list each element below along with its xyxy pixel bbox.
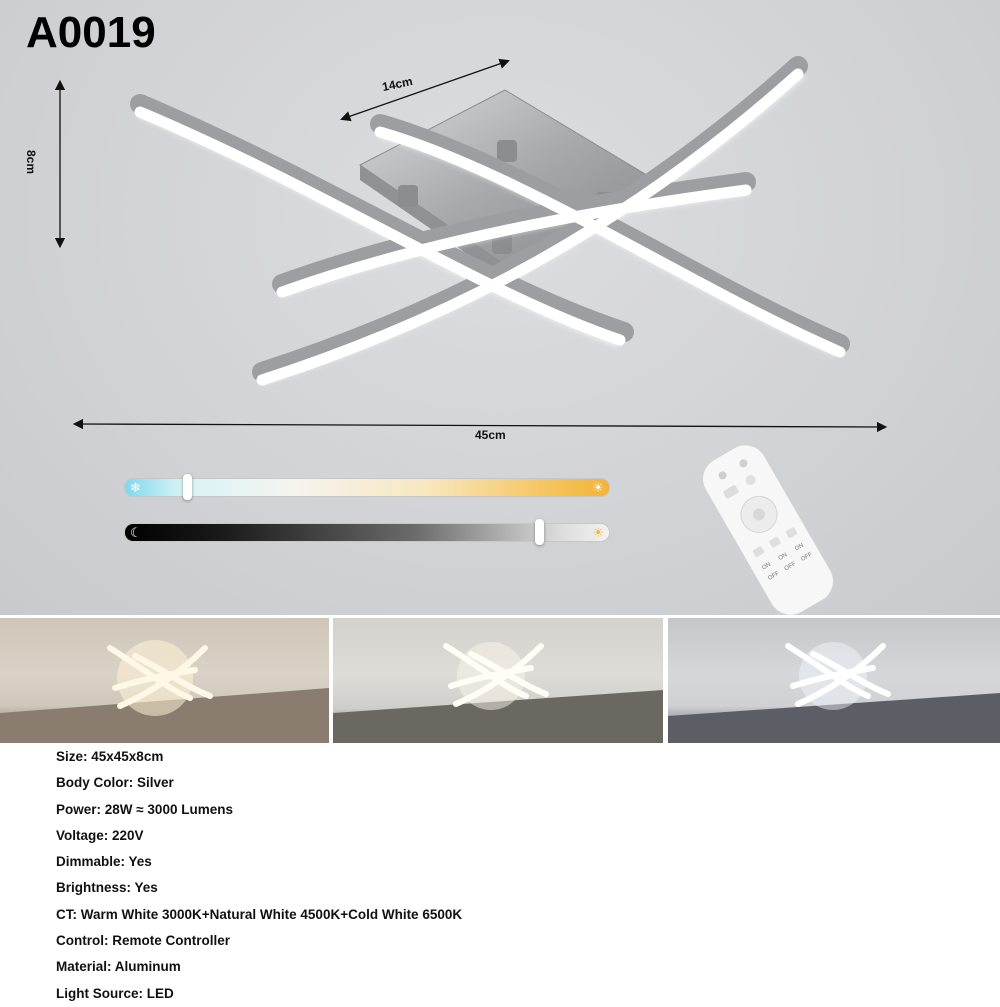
spec-size: Size: 45x45x8cm: [56, 749, 164, 764]
svg-text:ON: ON: [794, 542, 805, 553]
height-label: 8cm: [24, 150, 38, 175]
spec-body-color: Body Color: Silver: [56, 775, 174, 791]
model-number: A0019: [26, 8, 156, 57]
svg-text:OFF: OFF: [767, 570, 781, 582]
moon-icon: ☾: [130, 525, 142, 540]
spec-control: Control: Remote Controller: [56, 933, 230, 949]
scene-photos: [0, 615, 1000, 743]
spec-list: [56, 744, 462, 1007]
spec-material: Material: Aluminum: [56, 959, 181, 975]
spec-brightness: Brightness: Yes: [56, 880, 158, 896]
natural-white-scene: [333, 618, 663, 743]
sun-icon: ☀: [592, 480, 604, 495]
svg-text:OFF: OFF: [800, 551, 814, 563]
spec-power: Power: 28W ≈ 3000 Lumens: [56, 801, 233, 817]
spec-color-temperature: CT: Warm White 3000K+Natural White 4500K+Cold White 6500K: [56, 906, 463, 922]
sun-icon: ☀: [592, 525, 604, 540]
spec-voltage: Voltage: 220V: [56, 827, 144, 843]
spec-light-source: Light Source: LED: [56, 985, 174, 1001]
warm-white-scene: [0, 618, 329, 743]
svg-text:ON: ON: [761, 561, 773, 572]
spec-dimmable: Dimmable: Yes: [56, 854, 152, 870]
snowflake-icon: ❄: [130, 480, 141, 495]
svg-text:OFF: OFF: [783, 561, 798, 573]
cold-white-scene: [668, 618, 1000, 743]
svg-text:ON: ON: [777, 552, 789, 562]
width-label: 45cm: [475, 428, 506, 442]
depth-label: 14cm: [380, 73, 414, 95]
